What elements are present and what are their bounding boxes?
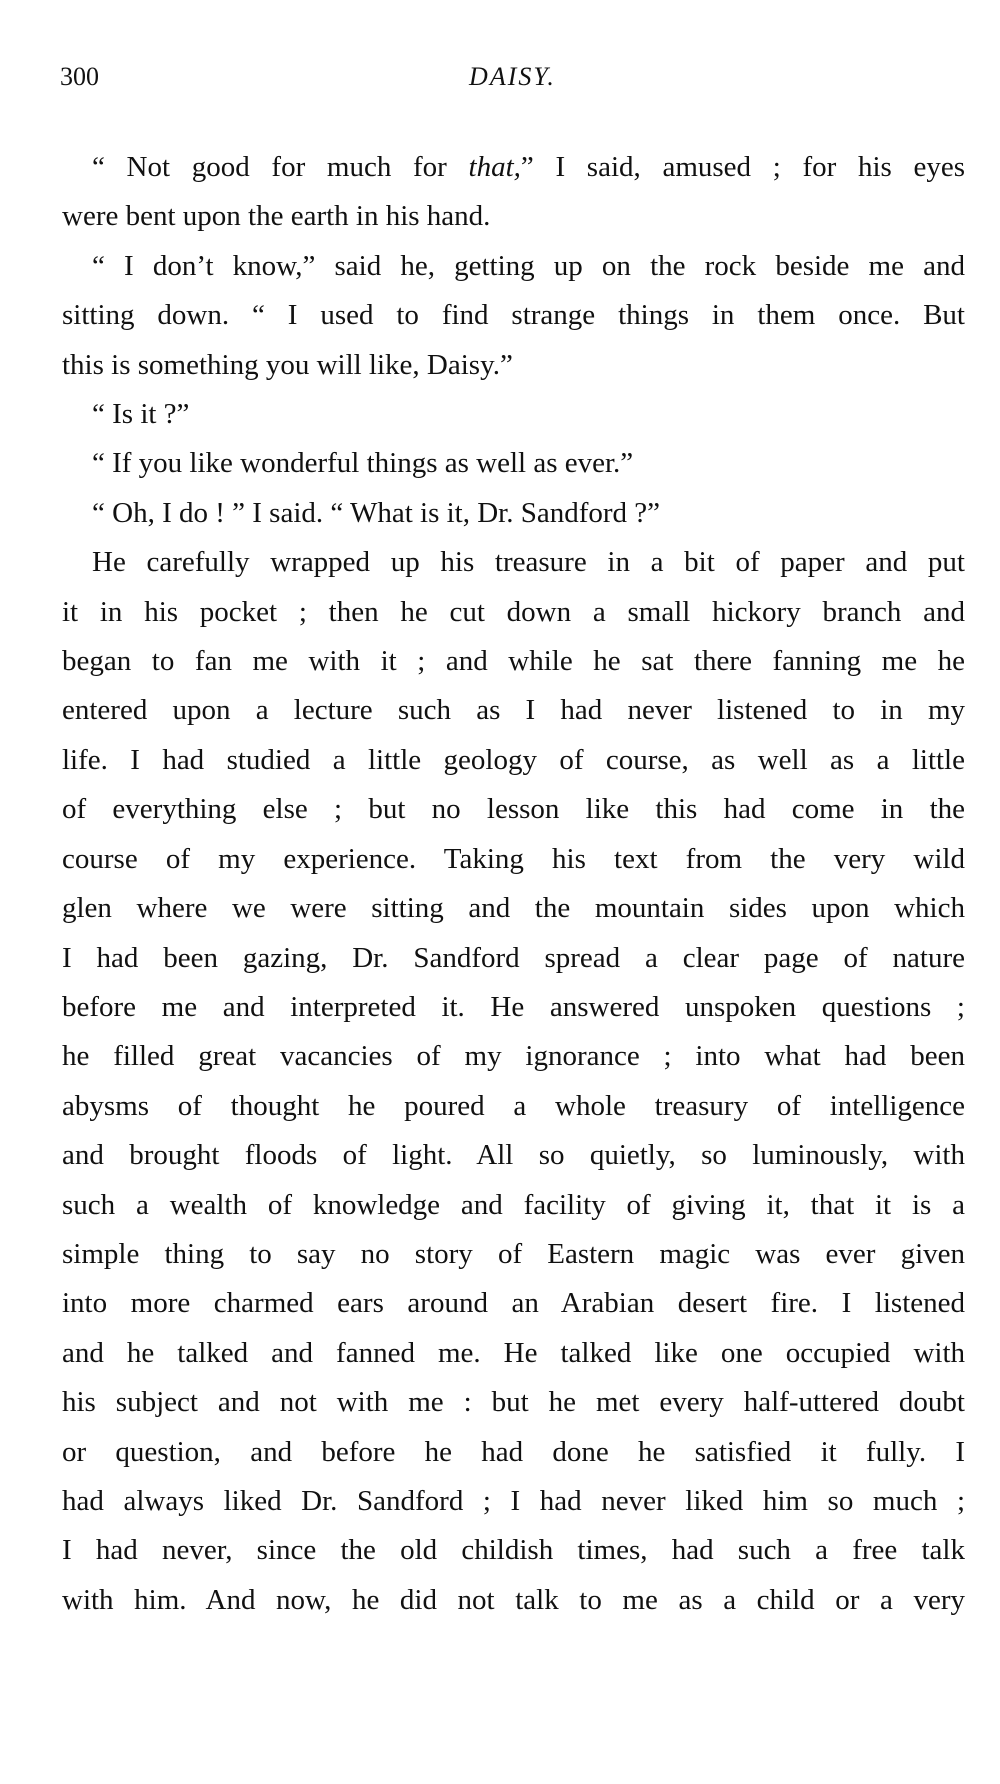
text-line: and he talked and fanned me. He talked like one occupied with [62, 1336, 965, 1369]
page-header [60, 62, 965, 98]
text-line: simple thing to say no story of Eastern magic was ever given [62, 1237, 965, 1270]
text-line: life. I had studied a little geology of course, as well as a little [62, 743, 965, 776]
text-line: “ Not good for much for that,” I said, amused ; for his eyes [92, 151, 965, 183]
text-line: or question, and before he had done he satisfied it fully. I [62, 1435, 965, 1468]
text-line: with him. And now, he did not talk to me as a child or a very [62, 1583, 965, 1616]
text-line: of everything else ; but no lesson like this had come in the [62, 793, 965, 826]
text-line: it in his pocket ; then he cut down a small hickory branch and [62, 595, 965, 628]
page-number: 300 [60, 62, 99, 91]
text-line: “ I don’t know,” said he, getting up on the rock beside me and [92, 249, 965, 282]
text-line: He carefully wrapped up his treasure in a bit of paper and put [92, 546, 965, 579]
text-line: “ Oh, I do ! ” I said. “ What is it, Dr. Sandford ?” [92, 496, 661, 529]
running-title: DAISY. [469, 62, 556, 91]
text-line: “ If you like wonderful things as well as ever.” [92, 447, 634, 480]
text-line: I had never, since the old childish times, had such a free talk [62, 1534, 965, 1567]
text-line: he filled great vacancies of my ignorance ; into what had been [62, 1040, 965, 1073]
text-line: his subject and not with me : but he met every half-uttered doubt [62, 1386, 965, 1419]
text-line: sitting down. “ I used to find strange things in them once. But [62, 299, 965, 332]
text-line: course of my experience. Taking his text from the very wild [62, 842, 965, 875]
emphasis: that, [468, 151, 521, 183]
text-line: had always liked Dr. Sandford ; I had never liked him so much ; [62, 1484, 965, 1517]
paragraph [62, 538, 965, 1625]
paragraph [62, 242, 965, 390]
text-line: and brought floods of light. All so quietly, so luminously, with [62, 1139, 965, 1172]
paragraph [62, 390, 965, 439]
text-line: such a wealth of knowledge and facility of giving it, that it is a [62, 1188, 965, 1221]
text-line: glen where we were sitting and the mountain sides upon which [62, 892, 965, 925]
paragraph [62, 489, 965, 538]
paragraph [62, 143, 965, 242]
paragraph [62, 439, 965, 488]
body-text [62, 143, 965, 1625]
text-line: before me and interpreted it. He answered unspoken questions ; [62, 990, 965, 1023]
text-line: entered upon a lecture such as I had never listened to in my [62, 694, 965, 727]
text-line: abysms of thought he poured a whole treasury of intelligence [62, 1089, 965, 1122]
text-line: began to fan me with it ; and while he sat there fanning me he [62, 645, 965, 678]
text-line: were bent upon the earth in his hand. [62, 200, 491, 233]
text-line: into more charmed ears around an Arabian desert fire. I listened [62, 1287, 965, 1320]
text-line: “ Is it ?” [92, 398, 190, 431]
text-line: this is something you will like, Daisy.” [62, 348, 513, 381]
text-line: I had been gazing, Dr. Sandford spread a clear page of nature [62, 941, 965, 974]
